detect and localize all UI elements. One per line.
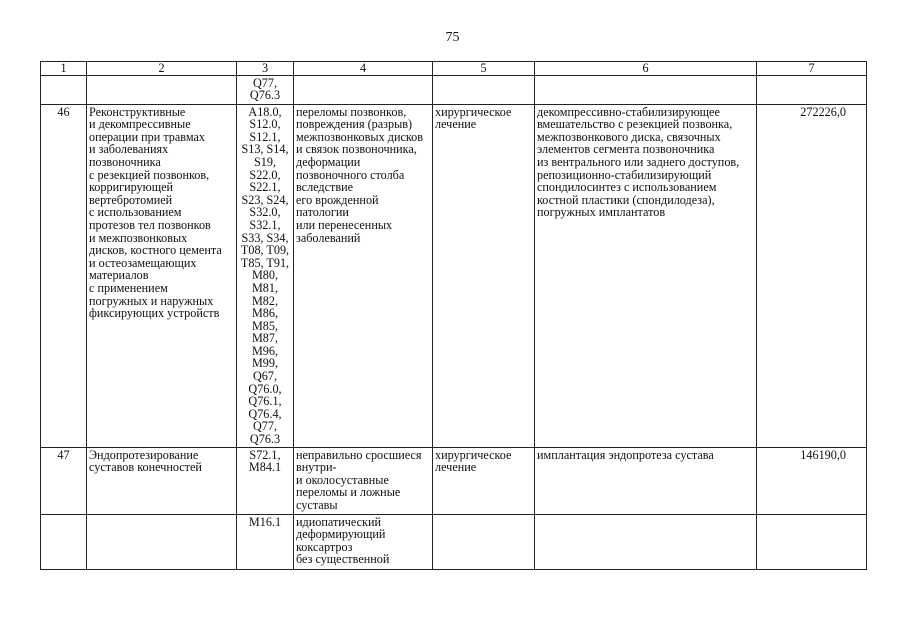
table-row (41, 447, 867, 514)
treatment-type (433, 75, 535, 104)
intervention-name: Эндопротезирование суставов конечностей (87, 447, 237, 514)
column-header-2: 2 (87, 62, 237, 76)
cost-value (757, 514, 867, 569)
column-header-6: 6 (535, 62, 757, 76)
patient-model: неправильно сросшиеся внутри- и околосуставные переломы и ложные суставы (294, 447, 433, 514)
cost-value: 146190,0 (757, 447, 867, 514)
row-number: 46 (41, 104, 87, 447)
row-number: 47 (41, 447, 87, 514)
column-header-1: 1 (41, 62, 87, 76)
intervention-name (87, 75, 237, 104)
icd-codes: S72.1, M84.1 (237, 447, 294, 514)
icd-codes: A18.0, S12.0, S12.1, S13, S14, S19, S22.0, S22.1, S23, S24, S32.0, S32.1, S33, S34, T08, T09, T85, T91, M80, M81, M82, M86, M85, M87, M96, M99, Q67, Q76.0, Q76.1, Q76.4, Q77, Q76.3 (237, 104, 294, 447)
treatment-type: хирургическое лечение (433, 104, 535, 447)
icd-codes: M16.1 (237, 514, 294, 569)
services-table (40, 61, 867, 570)
header-row (41, 62, 867, 76)
treatment-type: хирургическое лечение (433, 447, 535, 514)
cost-value: 272226,0 (757, 104, 867, 447)
treatment-method: имплантация эндопротеза сустава (535, 447, 757, 514)
patient-model: идиопатический деформирующий коксартроз без существенной (294, 514, 433, 569)
patient-model: переломы позвонков, повреждения (разрыв) межпозвонковых дисков и связок позвоночника, деформации позвоночного столба вследствие его врожденной патологии или перенесенных заболеваний (294, 104, 433, 447)
treatment-type (433, 514, 535, 569)
cost-value (757, 75, 867, 104)
table-row (41, 514, 867, 569)
treatment-method (535, 514, 757, 569)
treatment-method: декомпрессивно-стабилизирующее вмешательство с резекцией позвонка, межпозвонкового диска, связочных элементов сегмента позвоночника из вентрального или заднего доступов, репозиционно-стабилизирующий спондилосинтез с использованием костной пластики (спондилодеза), погружных имплантатов (535, 104, 757, 447)
column-header-4: 4 (294, 62, 433, 76)
table-row (41, 75, 867, 104)
row-number (41, 514, 87, 569)
page-number: 75 (445, 30, 460, 45)
intervention-name (87, 514, 237, 569)
icd-codes: Q77, Q76.3 (237, 75, 294, 104)
row-number (41, 75, 87, 104)
table-row (41, 104, 867, 447)
patient-model (294, 75, 433, 104)
intervention-name: Реконструктивные и декомпрессивные операции при травмах и заболеваниях позвоночника с резекцией позвонков, корригирующей вертебротомией с использованием протезов тел позвонков и межпозвонковых дисков, костного цемента и остеозамещающих материалов с применением погружных и наружных фиксирующих устройств (87, 104, 237, 447)
column-header-7: 7 (757, 62, 867, 76)
column-header-5: 5 (433, 62, 535, 76)
treatment-method (535, 75, 757, 104)
column-header-3: 3 (237, 62, 294, 76)
